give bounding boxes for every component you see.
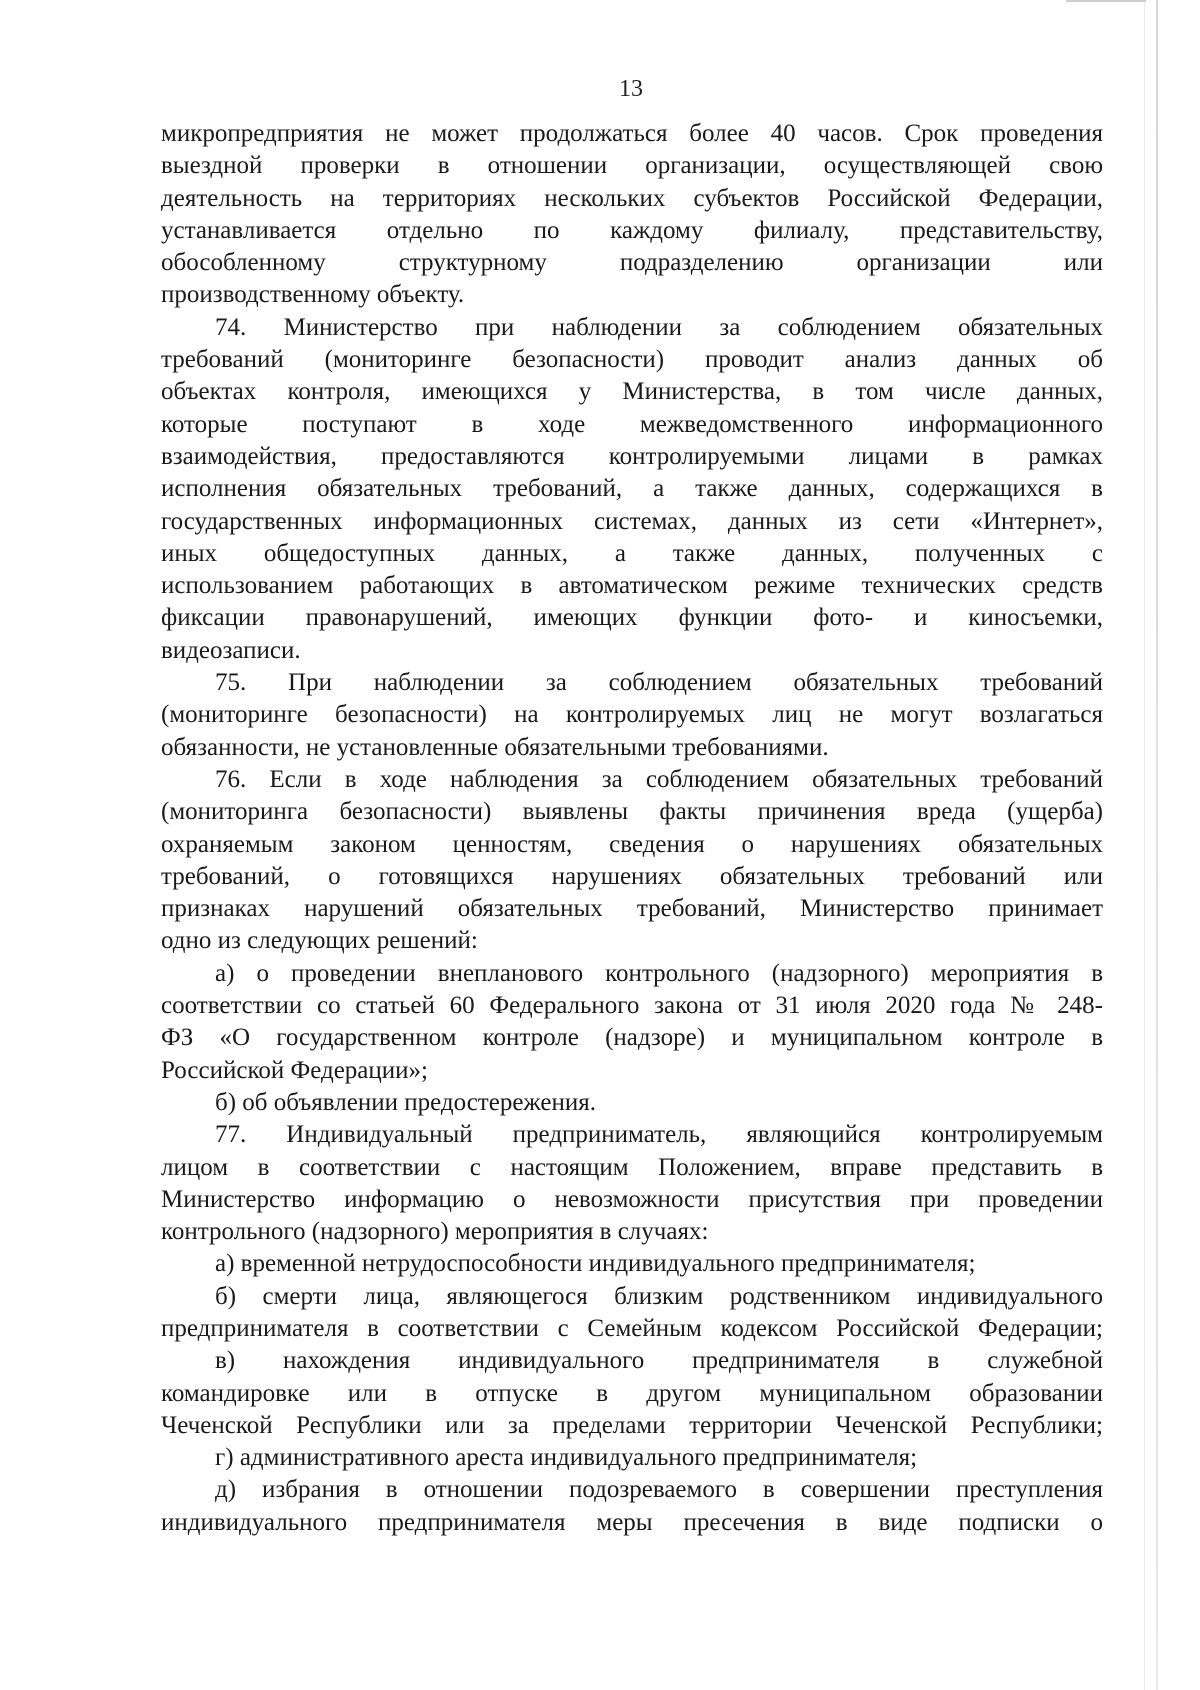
scan-edge-line	[1156, 0, 1158, 1690]
text-line: устанавливается отдельно по каждому филиалу, представительству,	[161, 216, 1103, 244]
text-line: производственному объекту.	[161, 281, 465, 309]
text-line: лицом в соответствии с настоящим Положением, вправе представить в	[161, 1153, 1103, 1181]
text-line: Российской Федерации»;	[161, 1056, 428, 1084]
text-line: 77. Индивидуальный предприниматель, являющийся контролируемым	[215, 1121, 1103, 1149]
text-line: 74. Министерство при наблюдении за соблюдением обязательных	[215, 313, 1103, 341]
text-line: командировке или в отпуске в другом муниципальном образовании	[161, 1379, 1103, 1407]
text-line: (мониторинга безопасности) выявлены факты причинения вреда (ущерба)	[161, 798, 1103, 826]
page-number: 13	[619, 76, 643, 102]
text-line: 76. Если в ходе наблюдения за соблюдением обязательных требований	[215, 765, 1103, 793]
text-line: которые поступают в ходе межведомственного информационного	[161, 410, 1103, 438]
text-line: признаках нарушений обязательных требований, Министерство принимает	[161, 895, 1103, 923]
scan-edge-line-inner	[1144, 0, 1145, 1690]
text-line: в) нахождения индивидуального предпринимателя в служебной	[215, 1347, 1103, 1375]
text-line: а) временной нетрудоспособности индивидуального предпринимателя;	[215, 1250, 976, 1278]
text-line: государственных информационных системах, данных из сети «Интернет»,	[161, 507, 1103, 535]
text-line: б) об объявлении предостережения.	[215, 1088, 596, 1116]
text-line: ФЗ «О государственном контроле (надзоре) и муниципальном контроле в	[161, 1024, 1103, 1052]
text-line: одно из следующих решений:	[161, 927, 478, 955]
text-line: видеозаписи.	[161, 636, 301, 664]
text-line: выездной проверки в отношении организации, осуществляющей свою	[161, 152, 1103, 180]
text-line: д) избрания в отношении подозреваемого в совершении преступления	[215, 1476, 1103, 1504]
text-line: требований, о готовящихся нарушениях обязательных требований или	[161, 862, 1103, 890]
text-line: (мониторинге безопасности) на контролируемых лиц не могут возлагаться	[161, 701, 1103, 729]
text-line: контрольного (надзорного) мероприятия в случаях:	[161, 1218, 709, 1246]
text-line: иных общедоступных данных, а также данных, полученных с	[161, 539, 1103, 567]
text-line: предпринимателя в соответствии с Семейным кодексом Российской Федерации;	[161, 1314, 1103, 1342]
text-line: взаимодействия, предоставляются контролируемыми лицами в рамках	[161, 442, 1103, 470]
text-line: требований (мониторинге безопасности) проводит анализ данных об	[161, 346, 1103, 374]
text-line: Чеченской Республики или за пределами территории Чеченской Республики;	[161, 1411, 1103, 1439]
text-line: использованием работающих в автоматическом режиме технических средств	[161, 572, 1103, 600]
text-line: микропредприятия не может продолжаться более 40 часов. Срок проведения	[161, 120, 1103, 147]
text-line: г) административного ареста индивидуального предпринимателя;	[215, 1444, 918, 1472]
text-line: охраняемым законом ценностям, сведения о нарушениях обязательных	[161, 830, 1103, 858]
text-line: соответствии со статьей 60 Федерального закона от 31 июля 2020 года № 248-	[161, 992, 1103, 1020]
text-line: обязанности, не установленные обязательными требованиями.	[161, 733, 829, 761]
scan-top-mark	[1066, 0, 1146, 2]
text-line: а) о проведении внепланового контрольного (надзорного) мероприятия в	[215, 959, 1103, 987]
text-line: фиксации правонарушений, имеющих функции фото- и киносъемки,	[161, 604, 1103, 632]
text-line: 75. При наблюдении за соблюдением обязательных требований	[215, 669, 1103, 697]
text-line: исполнения обязательных требований, а также данных, содержащихся в	[161, 475, 1103, 503]
text-line: б) смерти лица, являющегося близким родственником индивидуального	[215, 1282, 1103, 1310]
text-line: Министерство информацию о невозможности присутствия при проведении	[161, 1185, 1103, 1213]
text-line: обособленному структурному подразделению организации или	[161, 249, 1103, 277]
text-line: объектах контроля, имеющихся у Министерства, в том числе данных,	[161, 378, 1103, 406]
document-body	[161, 118, 1103, 1539]
text-line: индивидуального предпринимателя меры пресечения в виде подписки о	[161, 1508, 1103, 1536]
text-line: деятельность на территориях нескольких субъектов Российской Федерации,	[161, 184, 1103, 212]
